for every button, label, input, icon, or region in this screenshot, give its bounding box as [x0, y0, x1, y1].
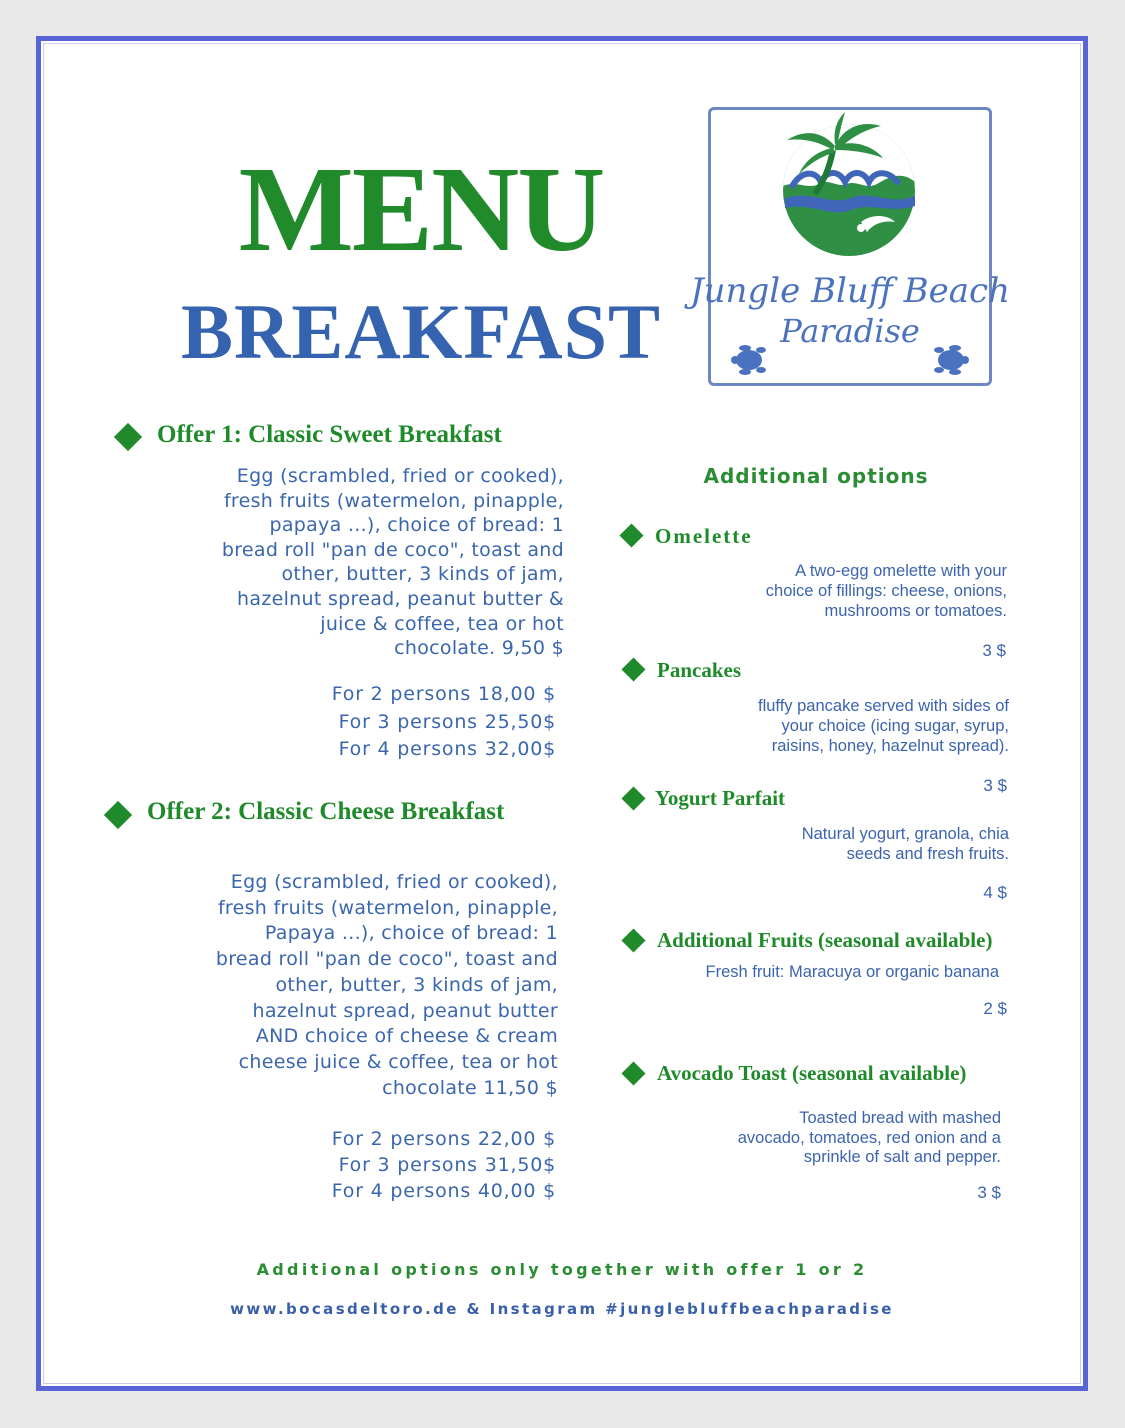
offer-2-description — [141, 870, 558, 1101]
desc-line: Egg (scrambled, fried or cooked), — [236, 465, 564, 487]
option-additional-fruits-title: Additional Fruits (seasonal available) — [657, 928, 993, 952]
option-avocado-toast-title: Avocado Toast (seasonal available) — [657, 1061, 967, 1085]
desc-line: fresh fruits (watermelon, pinapple, — [223, 489, 564, 512]
option-additional-fruits-price: 2 $ — [983, 999, 1007, 1018]
desc-line: avocado, tomatoes, red onion and a — [737, 1128, 1001, 1147]
turtle-icon — [731, 345, 766, 375]
option-pancakes-price: 3 $ — [983, 776, 1007, 795]
offer-1-description — [151, 464, 564, 661]
option-yogurt-parfait-title: Yogurt Parfait — [655, 786, 786, 810]
logo — [690, 107, 1010, 386]
desc-line: fresh fruits (watermelon, pinapple, — [217, 896, 558, 919]
menu-frame — [36, 36, 1088, 1391]
desc-line: papaya ...), choice of bread: 1 — [269, 514, 564, 537]
desc-line: AND choice of cheese & cream — [255, 1025, 558, 1048]
offer-2-prices — [251, 1126, 556, 1204]
option-yogurt-parfait-description — [641, 824, 1009, 864]
logo-name-line1: Jungle Bluff Beach — [690, 271, 1010, 311]
logo-name-line2: Paradise — [780, 312, 920, 350]
desc-line: other, butter, 3 kinds of jam, — [275, 973, 558, 996]
desc-line: A two-egg omelette with your — [795, 562, 1007, 580]
option-omelette-description — [641, 561, 1007, 621]
price-line: For 2 persons 18,00 $ — [331, 683, 556, 705]
desc-line: bread roll "pan de coco", toast and — [221, 538, 564, 561]
desc-line: juice & coffee, tea or hot — [320, 612, 564, 635]
desc-line: other, butter, 3 kinds of jam, — [281, 563, 564, 586]
desc-line: Egg (scrambled, fried or cooked), — [230, 871, 558, 893]
desc-line: seeds and fresh fruits. — [846, 845, 1009, 863]
desc-line: raisins, honey, hazelnut spread). — [771, 737, 1009, 755]
desc-line: Toasted bread with mashed — [799, 1109, 1001, 1127]
offer-1-prices — [251, 681, 556, 764]
palm-island-icon — [783, 112, 915, 256]
option-pancakes-description — [641, 696, 1009, 756]
breakfast-subtitle: BREAKFAST — [181, 288, 661, 375]
option-omelette-price: 3 $ — [982, 641, 1006, 660]
footer-note: Additional options only together with offer 1 or 2 — [256, 1260, 868, 1279]
option-yogurt-parfait-price: 4 $ — [983, 883, 1007, 902]
price-line: For 3 persons 25,50$ — [338, 710, 556, 733]
footer-contact: www.bocasdeltoro.de & Instagram #junglebluffbeachparadise — [230, 1300, 894, 1318]
desc-line: Papaya ...), choice of bread: 1 — [264, 922, 558, 945]
diamond-bullet-icon — [114, 423, 142, 451]
diamond-bullet-icon — [621, 1061, 645, 1085]
option-omelette-title: Omelette — [655, 524, 753, 548]
desc-line: fluffy pancake served with sides of — [758, 697, 1009, 715]
price-line: For 4 persons 40,00 $ — [331, 1180, 556, 1202]
turtle-icon — [934, 345, 969, 375]
menu-title: MENU — [238, 142, 604, 277]
desc-line: sprinkle of salt and pepper. — [803, 1148, 1001, 1166]
price-line: For 3 persons 31,50$ — [338, 1154, 556, 1176]
desc-line: Fresh fruit: Maracuya or organic banana — [705, 963, 999, 981]
desc-line: your choice (icing sugar, syrup, — [781, 717, 1009, 735]
desc-line: hazelnut spread, peanut butter & — [237, 587, 564, 610]
diamond-bullet-icon — [619, 523, 643, 547]
desc-line: bread roll "pan de coco", toast and — [215, 948, 558, 971]
additional-options-heading: Additional options — [703, 464, 929, 488]
diamond-bullet-icon — [104, 801, 132, 829]
desc-line: chocolate. 9,50 $ — [394, 637, 564, 660]
diamond-bullet-icon — [621, 928, 645, 952]
desc-line: chocolate 11,50 $ — [382, 1076, 558, 1099]
option-additional-fruits-description — [641, 962, 999, 982]
option-avocado-toast-description — [641, 1109, 1001, 1168]
diamond-bullet-icon — [621, 786, 645, 810]
desc-line: Natural yogurt, granola, chia — [801, 825, 1009, 843]
offer-1-title: Offer 1: Classic Sweet Breakfast — [157, 421, 502, 448]
desc-line: mushrooms or tomatoes. — [824, 602, 1007, 620]
option-avocado-toast-price: 3 $ — [977, 1183, 1001, 1202]
desc-line: choice of fillings: cheese, onions, — [765, 582, 1007, 600]
desc-line: hazelnut spread, peanut butter — [252, 999, 558, 1022]
option-pancakes-title: Pancakes — [657, 658, 741, 682]
price-line: For 2 persons 22,00 $ — [331, 1128, 556, 1150]
diamond-bullet-icon — [621, 657, 645, 681]
offer-2-title: Offer 2: Classic Cheese Breakfast — [147, 798, 505, 825]
desc-line: cheese juice & coffee, tea or hot — [238, 1050, 558, 1073]
price-line: For 4 persons 32,00$ — [338, 738, 556, 760]
